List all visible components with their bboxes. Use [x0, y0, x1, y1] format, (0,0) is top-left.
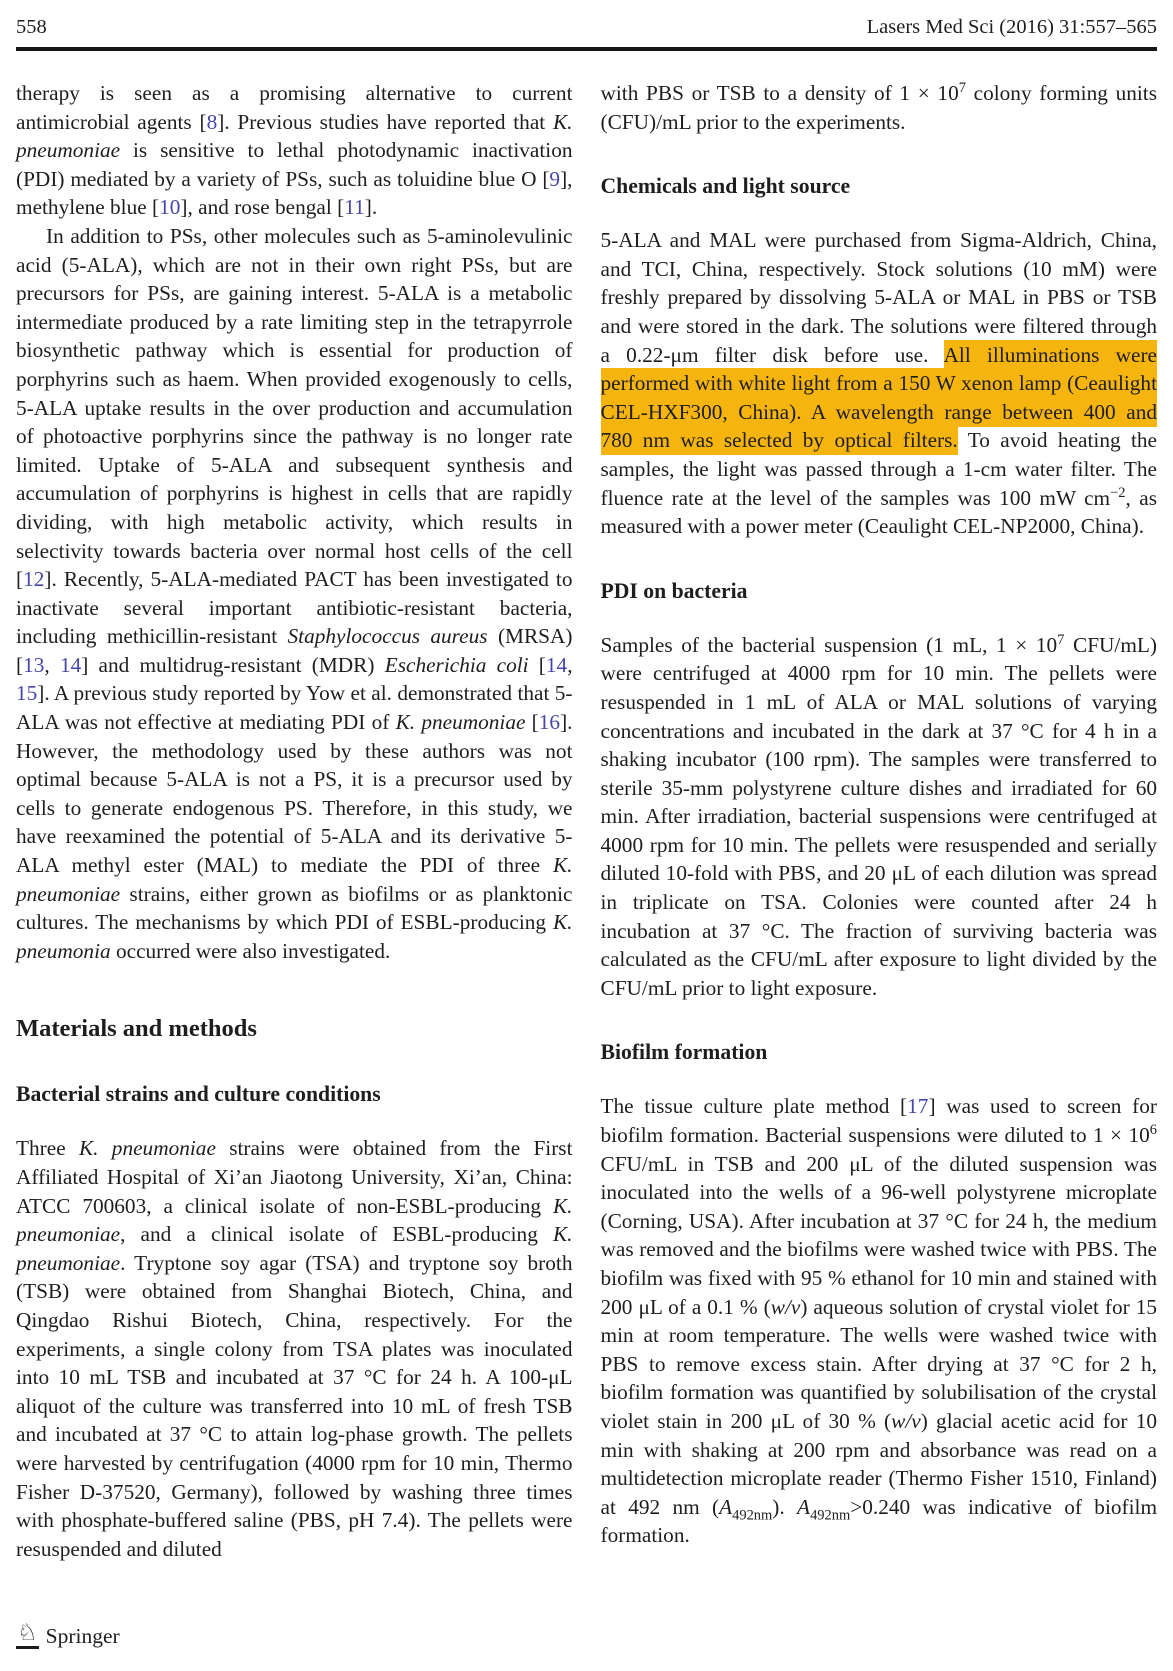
citation-link[interactable]: 17 — [907, 1094, 929, 1119]
citation-link[interactable]: 10 — [159, 195, 181, 220]
text-segment: ) aqueous solution of crystal violet for 15 min at room temperature. The wells were washed twice with PBS to remove excess stain. After drying at 37 °C for 2 h, biofilm formation was quantified by solubilisation of the crystal violet stain in 200 μL of 30 % ( — [600, 1294, 1157, 1433]
text-segment: , — [44, 652, 60, 677]
two-column-body — [0, 51, 1173, 1563]
text-segment: ], and rose bengal [ — [180, 195, 345, 220]
citation-link[interactable]: 14 — [545, 652, 568, 677]
subsection-heading-chemicals-light-source: Chemicals and light source — [600, 174, 851, 199]
text-segment: ]. — [364, 195, 378, 220]
text-segment: ] and multidrug-resistant (MDR) — [81, 652, 385, 677]
text-segment: K. pneumonia — [16, 910, 573, 963]
text-segment: CFU/mL) were centrifuged at 4000 rpm for 10 min. The pellets were resuspended in 1 mL of ALA or MAL solutions of varying concentrations and incubated in the dark at 37 °C for 4 h in a shaking incubator (100 rpm). The samples were transferred to sterile 35-mm polystyrene culture dishes and irradiated for 60 min. After irradiation, bacterial suspensions were centrifuged at 4000 rpm for 10 min. The pellets were resuspended and serially diluted 10-fold with PBS, and 20 μL of each dilution was spread in triplicate on TSA. Colonies were counted after 24 h incubation at 37 °C. The fraction of surviving bacteria was calculated as the CFU/mL after exposure to light divided by the CFU/mL prior to light exposure. — [600, 632, 1157, 1000]
text-segment: ] was used to screen for biofilm formation. Bacterial suspensions were diluted to 1 × 10 — [600, 1094, 1157, 1148]
page-number: 558 — [16, 16, 47, 38]
citation-link[interactable]: 15 — [16, 681, 38, 706]
text-segment: colony forming units (CFU)/mL prior to the experiments. — [600, 81, 1157, 134]
text-segment: >0.240 was indicative of biofilm formation. — [600, 1494, 1158, 1548]
text-segment: CFU/mL in TSB and 200 μL of the diluted suspension was inoculated into the wells of a 96-well polystyrene microplate (Corning, USA). After incubation at 37 °C for 24 h, the medium was removed and the biofilms were washed twice with PBS. The biofilm was fixed with 95 % ethanol for 10 min and stained with 200 μL of a 0.1 % ( — [600, 1151, 1157, 1319]
paragraph-intro-continuation — [16, 79, 573, 222]
paragraph-biofilm-formation — [601, 1092, 1158, 1550]
citation-link[interactable]: 12 — [23, 567, 45, 592]
text-segment: strains, either grown as biofilms or as planktonic cultures. The mechanisms by which PDI of ESBL-producing — [16, 881, 573, 935]
text-segment: ). — [772, 1494, 798, 1519]
text-segment: w/v — [770, 1294, 801, 1319]
text-segment: K. pneumoniae — [395, 710, 526, 735]
springer-knight-icon: ♘ — [16, 1622, 39, 1649]
text-segment: 492nm — [810, 1507, 851, 1523]
citation-link[interactable]: 14 — [59, 652, 82, 677]
text-segment: ]. However, the methodology used by these authors was not optimal because 5-ALA is not a PS, it is a precursor used by cells to generate endogenous PS. Therefore, in this study, we have reexamined the potential of 5-ALA and its derivative 5-ALA methyl ester (MAL) to mediate the PDI of three — [16, 710, 573, 878]
journal-citation: Lasers Med Sci (2016) 31:557–565 — [866, 16, 1157, 38]
paragraph-density-continuation — [601, 79, 1158, 136]
text-segment: ], methylene blue [ — [16, 166, 573, 220]
text-segment: K. pneumoniae — [16, 853, 573, 906]
text-segment: 7 — [1057, 631, 1065, 648]
text-segment: The tissue culture plate method [ — [600, 1094, 908, 1119]
text-segment: Staphylococcus aureus — [287, 624, 488, 649]
page-footer — [16, 1622, 120, 1649]
text-segment: Three — [16, 1136, 79, 1161]
citation-link[interactable]: 9 — [549, 166, 561, 191]
text-segment: A — [797, 1494, 811, 1519]
right-column — [601, 79, 1158, 1563]
text-segment: therapy is seen as a promising alternative to current antimicrobial agents [ — [16, 81, 573, 134]
section-heading-materials-and-methods: Materials and methods — [16, 1015, 257, 1043]
text-segment: K. pneumoniae — [78, 1136, 216, 1161]
text-segment: ]. A previous study reported by Yow et al. demonstrated that 5-ALA was not effective at mediating PDI of — [16, 681, 573, 735]
left-column — [16, 79, 573, 1563]
page-header — [0, 0, 1173, 45]
subsection-heading-pdi-on-bacteria: PDI on bacteria — [600, 578, 748, 603]
citation-link[interactable]: 11 — [344, 195, 365, 220]
text-segment: Samples of the bacterial suspension (1 mL, 1 × 10 — [600, 632, 1058, 657]
text-segment: w/v — [891, 1408, 921, 1433]
text-segment: , as measured with a power meter (Ceaulight CEL-NP2000, China). — [600, 485, 1158, 539]
text-segment: [ — [525, 710, 539, 735]
text-segment: 492nm — [732, 1507, 773, 1523]
text-segment: is sensitive to lethal photodynamic inactivation (PDI) mediated by a variety of PSs, such as toluidine blue O [ — [16, 138, 573, 191]
text-segment: ) glacial acetic acid for 10 min with shaking at 200 rpm and absorbance was read on a multidetection microplate reader (Thermo Fisher 1510, Finland) at 492 nm ( — [600, 1408, 1157, 1519]
text-segment: Escherichia coli — [384, 652, 529, 677]
text-segment: 7 — [958, 79, 966, 96]
text-segment: All illuminations were performed with white light from a 150 W xenon lamp (Ceaulight CEL-HXF300, China). A wavelength range between 400 and 780 nm was selected by optical filters. — [601, 340, 1158, 456]
publisher-name: Springer — [45, 1624, 120, 1648]
text-segment: ]. Recently, 5-ALA-mediated PACT has been investigated to inactivate several important antibiotic-resistant bacteria, including methicillin-resistant — [16, 567, 573, 649]
text-segment: In addition to PSs, other molecules such as 5-aminolevulinic acid (5-ALA), which are not in their own right PSs, but are precursors for PSs, are gaining interest. 5-ALA is a metabolic intermediate produced by a rate limiting step in the tetrapyrrole biosynthetic pathway which is essential for production of porphyrins such as haem. When provided exogenously to cells, 5-ALA uptake results in the over production and accumulation of photoactive porphyrins since the pathway is no longer rate limited. Uptake of 5-ALA and subsequent synthesis and accumulation of porphyrins is highest in cells that are rapidly dividing, with high metabolic activity, which results in selectivity towards bacteria over normal host cells of the cell [ — [16, 223, 573, 592]
paragraph-chemicals-light-source — [601, 226, 1158, 541]
paragraph-bacterial-strains — [16, 1134, 573, 1563]
text-segment: ]. Previous studies have reported that — [217, 109, 553, 134]
citation-link[interactable]: 16 — [538, 710, 561, 735]
text-segment: −2 — [1110, 484, 1126, 501]
paragraph-5ala-background — [16, 222, 573, 965]
text-segment: (MRSA) [ — [16, 624, 573, 677]
text-segment: A — [719, 1494, 733, 1519]
paragraph-pdi-on-bacteria — [601, 631, 1158, 1003]
text-segment: K. pneumoniae — [16, 109, 573, 163]
text-segment: . Tryptone soy agar (TSA) and tryptone soy broth (TSB) were obtained from Shanghai Biotech, China, and Qingdao Rishui Biotech, China, respectively. For the experiments, a single colony from TSA plates was inoculated into 10 mL TSB and incubated at 37 °C for 24 h. A 100-μL aliquot of the culture was transferred into 10 mL of fresh TSB and incubated at 37 °C to attain log-phase growth. The pellets were harvested by centrifugation (4000 rpm for 10 min, Thermo Fisher D-37520, Germany), followed by washing three times with phosphate-buffered saline (PBS, pH 7.4). The pellets were resuspended and diluted — [16, 1250, 573, 1561]
text-segment: , and a clinical isolate of ESBL-producing — [120, 1222, 553, 1247]
subsection-heading-bacterial-strains: Bacterial strains and culture conditions — [16, 1082, 381, 1107]
text-segment: K. pneumoniae — [16, 1222, 573, 1275]
text-segment: 6 — [1149, 1121, 1157, 1138]
subsection-heading-biofilm-formation: Biofilm formation — [600, 1040, 768, 1065]
text-segment: 5-ALA and MAL were purchased from Sigma-Aldrich, China, and TCI, China, respectively. Stock solutions (10 mM) were freshly prepared by dissolving 5-ALA or MAL in PBS or TSB and were stored in the dark. The solutions were filtered through a 0.22-μm filter disk before use. — [600, 228, 1157, 367]
text-segment: strains were obtained from the First Affiliated Hospital of Xi’an Jiaotong University, Xi’an, China: ATCC 700603, a clinical isolate of non-ESBL-producing — [16, 1136, 573, 1218]
text-segment: with PBS or TSB to a density of 1 × 10 — [600, 81, 959, 105]
text-segment: occurred were also investigated. — [110, 938, 391, 963]
citation-link[interactable]: 13 — [23, 652, 45, 677]
text-segment: To avoid heating the samples, the light was passed through a 1-cm water filter. The fluence rate at the level of the samples was 100 mW cm — [600, 428, 1157, 510]
text-segment: K. pneumoniae — [16, 1193, 573, 1247]
text-segment: [ — [528, 652, 546, 677]
text-segment: , — [567, 652, 573, 677]
citation-link[interactable]: 8 — [206, 109, 218, 134]
